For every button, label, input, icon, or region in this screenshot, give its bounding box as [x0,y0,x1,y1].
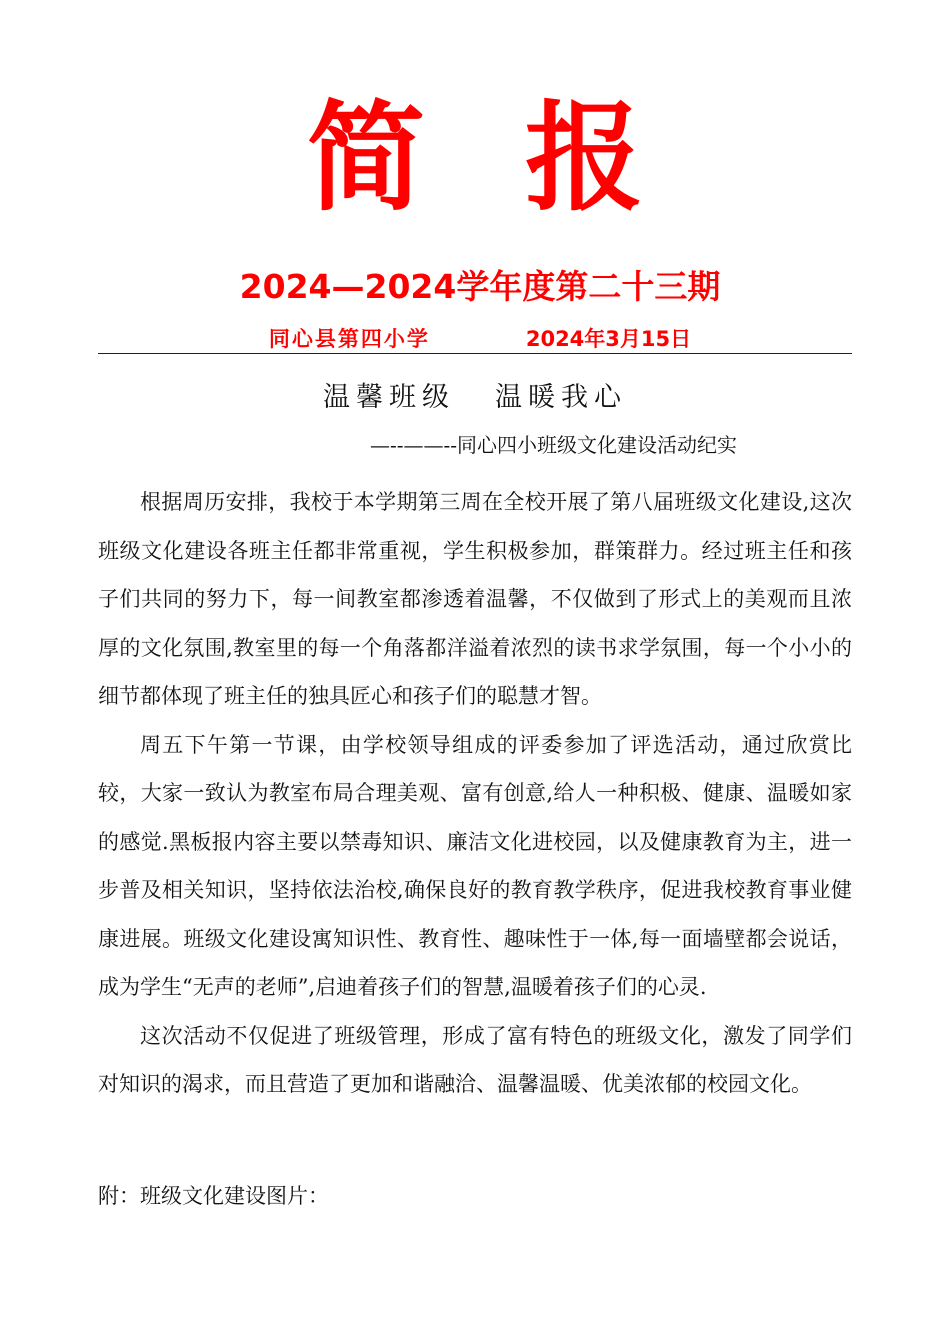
issue-number: 2024—2024学年度第二十三期 [239,267,721,306]
paragraph: 根据周历安排，我校于本学期第三周在全校开展了第八届班级文化建设,这次班级文化建设各班主任都非常重视，学生积极参加，群策群力。经过班主任和孩子们共同的努力下，每一间教室都渗透着温馨，不仅做到了形式上的美观而且浓厚的文化氛围,教室里的每一个角落都洋溢着浓烈的读书求学氛围，每一个小小的细节都体现了班主任的独具匠心和孩子们的聪慧才智。 [98,490,852,708]
masthead-meta [0,322,950,356]
article-title-part2: 温暖我心 [495,382,627,413]
appendix-note: 附：班级文化建设图片： [98,1184,329,1208]
article-title-part1: 温馨班级 [323,382,455,413]
article-subtitle: —--——--同心四小班级文化建设活动纪实 [370,433,738,457]
masthead-title: 简报 [306,89,743,227]
school-name: 同心县第四小学 [268,327,430,351]
header-divider [98,353,852,354]
paragraph: 这次活动不仅促进了班级管理，形成了富有特色的班级文化，激发了同学们对知识的渴求，而且营造了更加和谐融洽、温馨温暖、优美浓郁的校园文化。 [98,1023,852,1096]
article-body [98,478,852,1109]
issue-date: 2024年3月15日 [525,327,692,351]
article-title [0,376,950,420]
paragraph: 周五下午第一节课，由学校领导组成的评委参加了评选活动，通过欣赏比较，大家一致认为教室布局合理美观、富有创意,给人一种积极、健康、温暖如家的感觉.黑板报内容主要以禁毒知识、廉洁文化进校园，以及健康教育为主，进一步普及相关知识，坚持依法治校,确保良好的教育教学秩序，促进我校教育事业健康进展。班级文化建设寓知识性、教育性、趣味性于一体,每一面墙壁都会说话，成为学生“无声的老师”,启迪着孩子们的智慧,温暖着孩子们的心灵. [98,732,852,999]
